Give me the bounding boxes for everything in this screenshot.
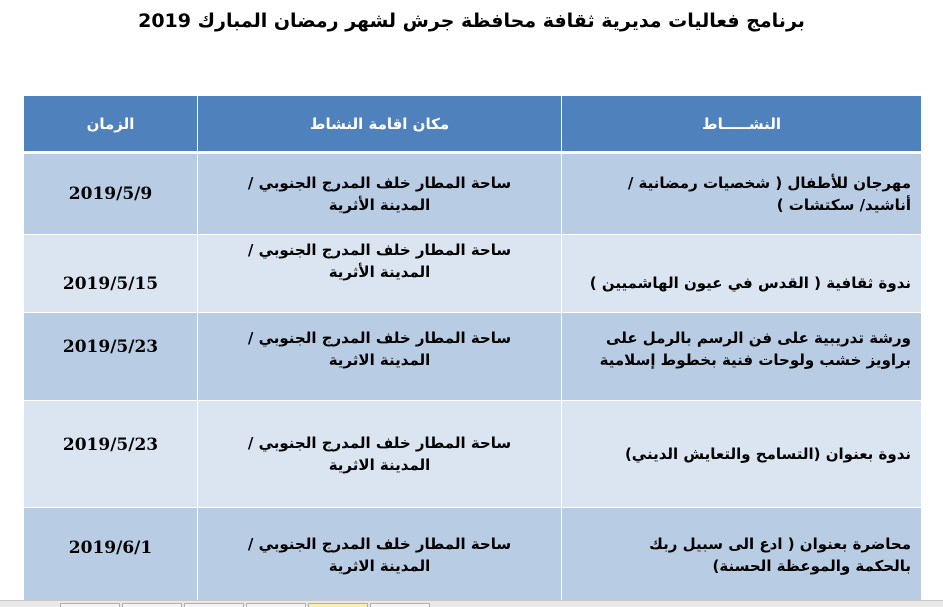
venue-line: ساحة المطار خلف المدرج الجنوبي / [247,434,512,452]
bottom-tab[interactable] [184,603,244,607]
activity-cell [562,313,922,401]
activity-line: مهرجان للأطفال ( شخصيات رمضانية / [627,174,911,192]
venue-line: المدينة الاثرية [328,557,431,575]
table-row [24,235,922,313]
date-cell: 2019/5/9 [24,153,198,235]
venue-line: المدينة الأثرية [328,263,431,281]
activity-cell [562,401,922,508]
venue-cell [198,235,562,313]
activity-cell [562,508,922,603]
activity-line: ورشة تدريبية على فن الرسم بالرمل على [606,329,911,347]
venue-line: ساحة المطار خلف المدرج الجنوبي / [247,241,512,259]
table-row [24,153,922,235]
table-row [24,313,922,401]
table-row [24,508,922,603]
venue-line: ساحة المطار خلف المدرج الجنوبي / [247,535,512,553]
date-cell: 2019/5/23 [24,313,198,401]
bottom-tab[interactable] [370,603,430,607]
venue-cell [198,508,562,603]
page-title: برنامج فعاليات مديرية ثقافة محافظة جرش لشهر رمضان المبارك 2019 [138,10,805,32]
date-cell: 2019/5/23 [24,401,198,508]
venue-line: ساحة المطار خلف المدرج الجنوبي / [247,174,512,192]
table-row [24,401,922,508]
activity-line: براويز خشب ولوحات فنية بخطوط إسلامية [599,351,911,369]
venue-cell [198,401,562,508]
activity-line: أناشيد/ سكتشات ) [776,196,911,214]
header-time: الزمان [24,96,198,153]
activity-line: ندوة بعنوان (التسامح والتعايش الديني) [624,445,911,463]
venue-line: المدينة الاثرية [328,456,431,474]
bottom-tab[interactable] [308,603,368,607]
events-table [23,95,922,603]
bottom-tab[interactable] [246,603,306,607]
activity-line: بالحكمة والموعظة الحسنة) [712,557,911,575]
header-activity: النشـــــاط [562,96,922,153]
venue-line: المدينة الأثرية [328,196,431,214]
activity-cell [562,153,922,235]
activity-cell [562,235,922,313]
venue-cell [198,313,562,401]
date-cell: 2019/5/15 [24,235,198,313]
activity-line: محاضرة بعنوان ( ادع الى سبيل ربك [649,535,911,553]
activity-line: ندوة ثقافية ( القدس في عيون الهاشميين ) [589,274,911,292]
table-header-row [24,96,922,153]
venue-line: المدينة الاثرية [328,351,431,369]
date-cell: 2019/6/1 [24,508,198,603]
header-venue: مكان اقامة النشاط [198,96,562,153]
venue-cell [198,153,562,235]
bottom-tab[interactable] [60,603,120,607]
venue-line: ساحة المطار خلف المدرج الجنوبي / [247,329,512,347]
bottom-tab[interactable] [122,603,182,607]
